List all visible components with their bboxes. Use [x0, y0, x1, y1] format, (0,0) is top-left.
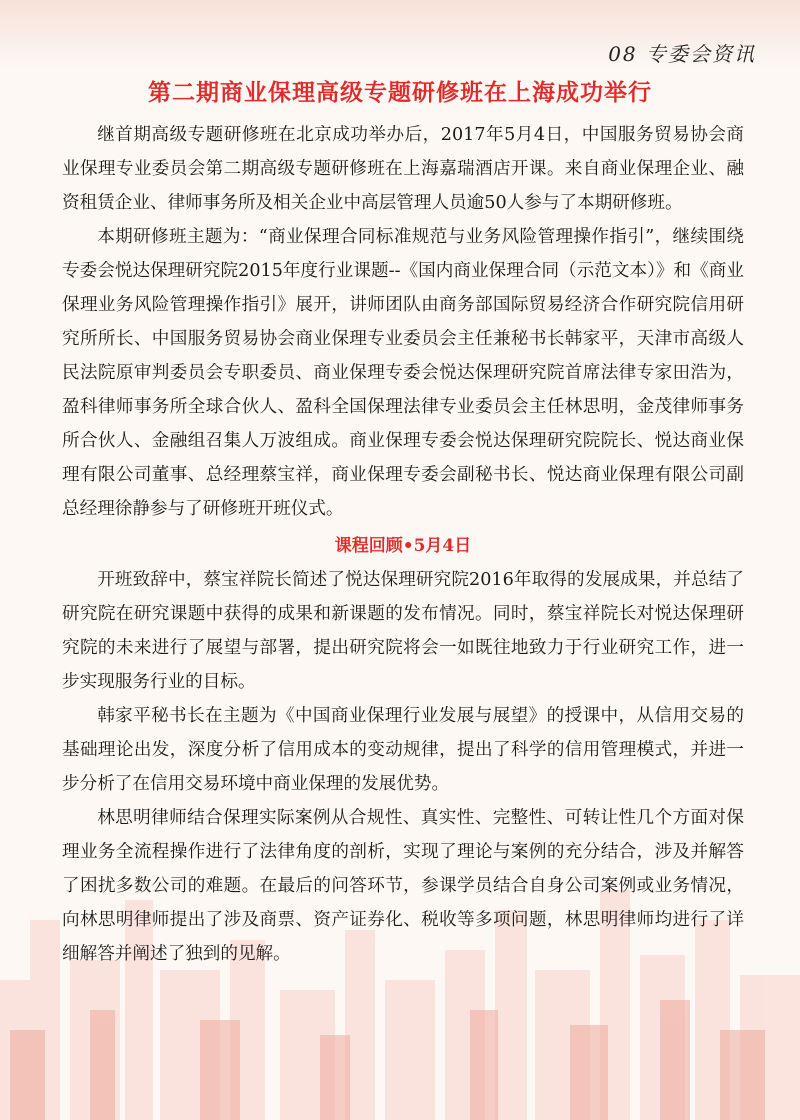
article-body: [62, 118, 744, 971]
section-tag: 08 专委会资讯: [608, 42, 756, 66]
paragraph: 开班致辞中，蔡宝祥院长简述了悦达保理研究院2016年取得的发展成果，并总结了研究院在研究课题中获得的成果和新课题的发布情况。同时，蔡宝祥院长对悦达保理研究院的未来进行了展望与部署，提出研究院将会一如既往地致力于行业研究工作，进一步实现服务行业的目标。: [62, 570, 744, 692]
article-title: 第二期商业保理高级专题研修班在上海成功举行: [148, 79, 652, 106]
paragraph: 林思明律师结合保理实际案例从合规性、真实性、完整性、可转让性几个方面对保理业务全流程操作进行了法律角度的剖析，实现了理论与案例的充分结合，涉及并解答了困扰多数公司的难题。在最后的问答环节，参课学员结合自身公司案例或业务情况，向林思明律师提出了涉及商票、资产证券化、税收等多项问题，林思明律师均进行了详细解答并阐述了独到的见解。: [62, 808, 744, 964]
section-subheading: 课程回顾•5月4日: [334, 536, 472, 556]
paragraph: 韩家平秘书长在主题为《中国商业保理行业发展与展望》的授课中，从信用交易的基础理论出发，深度分析了信用成本的变动规律，提出了科学的信用管理模式，并进一步分析了在信用交易环境中商业保理的发展优势。: [62, 706, 744, 794]
paragraph: 本期研修班主题为：“商业保理合同标准规范与业务风险管理操作指引”，继续围绕专委会悦达保理研究院2015年度行业课题--《国内商业保理合同（示范文本）》和《商业保理业务风险管理操作指引》展开，讲师团队由商务部国际贸易经济合作研究院信用研究所所长、中国服务贸易协会商业保理专业委员会主任兼秘书长韩家平，天津市高级人民法院原审判委员会专职委员、商业保理专委会悦达保理研究院首席法律专家田浩为，盈科律师事务所全球合伙人、盈科全国保理法律专业委员会主任林思明，金茂律师事务所合伙人、金融组召集人万波组成。商业保理专委会悦达保理研究院院长、悦达商业保理有限公司董事、总经理蔡宝祥，商业保理专委会副秘书长、悦达商业保理有限公司副总经理徐静参与了研修班开班仪式。: [62, 227, 744, 519]
paragraph: 继首期高级专题研修班在北京成功举办后，2017年5月4日，中国服务贸易协会商业保理专业委员会第二期高级专题研修班在上海嘉瑞酒店开课。来自商业保理企业、融资租赁企业、律师事务所及相关企业中高层管理人员逾50人参与了本期研修班。: [62, 125, 744, 213]
